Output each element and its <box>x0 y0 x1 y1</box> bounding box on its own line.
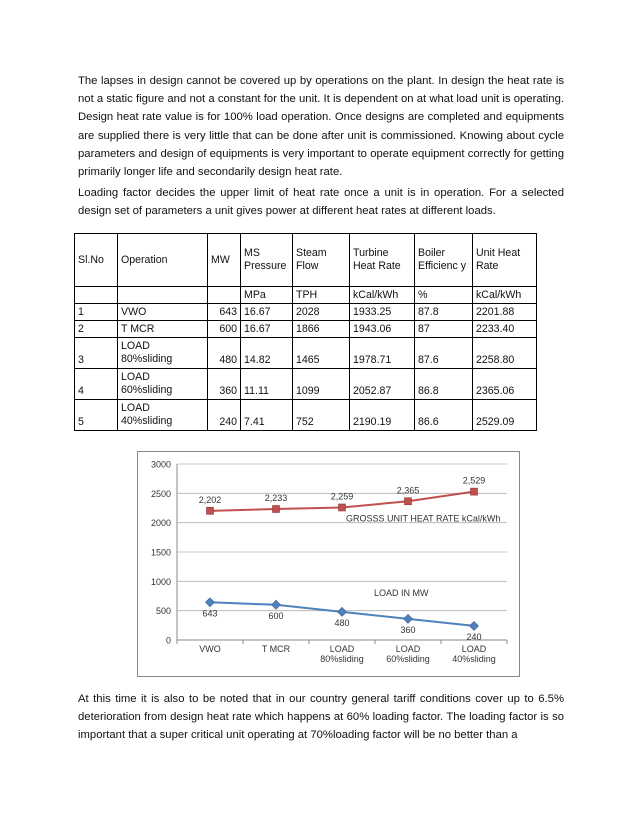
header-steam-flow: Steam Flow <box>293 234 350 287</box>
cell-slno: 1 <box>75 304 118 321</box>
cell-mw: 240 <box>208 400 241 431</box>
table-header-row <box>75 234 537 287</box>
cell-thr: 1943.06 <box>350 321 415 338</box>
x-category-label: 40%sliding <box>452 654 496 664</box>
load-data-label: 480 <box>334 617 350 628</box>
units-blank <box>118 287 208 304</box>
header-boiler-efficiency: Boiler Efficienc y <box>415 234 473 287</box>
table-row <box>75 400 537 431</box>
heat-rate-series-name: GROSSS UNIT HEAT RATE kCal/kWh <box>346 513 501 524</box>
cell-slno: 2 <box>75 321 118 338</box>
heat-rate-point <box>405 498 412 505</box>
cell-eff: 87.8 <box>415 304 473 321</box>
cell-mw: 643 <box>208 304 241 321</box>
header-turbine-heat-rate: Turbine Heat Rate <box>350 234 415 287</box>
table-row <box>75 338 537 369</box>
heat-rate-data-label: 2,233 <box>264 492 288 503</box>
unit-steam-flow: TPH <box>293 287 350 304</box>
heat-rate-point <box>471 488 478 495</box>
cell-flow: 2028 <box>293 304 350 321</box>
unit-turbine-heat-rate: kCal/kWh <box>350 287 415 304</box>
cell-slno: 4 <box>75 369 118 400</box>
load-data-label: 360 <box>400 624 416 635</box>
x-category-label: 60%sliding <box>386 654 430 664</box>
y-tick-label: 2000 <box>150 518 171 529</box>
load-data-label: 643 <box>202 608 218 619</box>
unit-boiler-efficiency: % <box>415 287 473 304</box>
unit-ms-pressure: MPa <box>241 287 293 304</box>
y-tick-label: 3000 <box>150 459 171 470</box>
heat-rate-data-label: 2,529 <box>462 475 486 486</box>
header-ms-pressure: MS Pressure <box>241 234 293 287</box>
cell-ms: 16.67 <box>241 304 293 321</box>
x-category-label: LOAD <box>395 644 421 654</box>
header-operation: Operation <box>118 234 208 287</box>
x-category-label: LOAD <box>461 644 487 654</box>
x-category-label: LOAD <box>329 644 355 654</box>
cell-uhr: 2258.80 <box>473 338 537 369</box>
y-tick-label: 0 <box>165 635 171 646</box>
cell-slno: 3 <box>75 338 118 369</box>
heat-rate-point <box>207 507 214 514</box>
heat-rate-load-chart <box>137 451 520 677</box>
cell-thr: 2190.19 <box>350 400 415 431</box>
tariff-paragraph: At this time it is also to be noted that in our country general tariff conditions cover up to 6.5% deterioration from design heat rate which happens at 60% loading factor. The loading factor is so important that a super critical unit operating at 70%loading factor will be no better than a <box>78 693 564 742</box>
cell-thr: 2052.87 <box>350 369 415 400</box>
heat-rate-point <box>273 505 280 512</box>
y-tick-label: 1000 <box>150 576 171 587</box>
intro-paragraph: The lapses in design cannot be covered up by operations on the plant. In design the heat rate is not a static figure and not a constant for the unit. It is dependent on at what load unit is operating. Design heat rate value is for 100% load operation. Once designs are completed and equipments are supplied there is very little that can be done after unit is commissioned. Knowing about cycle parameters and design of equipments is very important to operate equipment correctly for getting primarily longer life and secondarily design heat rate. <box>78 75 564 179</box>
cell-eff: 87.6 <box>415 338 473 369</box>
x-category-label: 80%sliding <box>320 654 364 664</box>
cell-uhr: 2365.06 <box>473 369 537 400</box>
x-category-label: T MCR <box>261 644 291 654</box>
unit-unit-heat-rate: kCal/kWh <box>473 287 537 304</box>
y-tick-label: 2500 <box>150 488 171 499</box>
header-slno: Sl.No <box>75 234 118 287</box>
cell-uhr: 2233.40 <box>473 321 537 338</box>
cell-flow: 1866 <box>293 321 350 338</box>
table-row <box>75 304 537 321</box>
heat-rate-data-label: 2,365 <box>396 485 420 496</box>
heat-rate-data-label: 2,202 <box>198 494 222 505</box>
units-blank <box>208 287 241 304</box>
loading-factor-paragraph: Loading factor decides the upper limit of heat rate once a unit is in operation. For a selected design set of parameters a unit gives power at different heat rates at different loads. <box>78 187 564 218</box>
cell-mw: 360 <box>208 369 241 400</box>
cell-operation: LOAD 40%sliding <box>118 400 208 431</box>
cell-eff: 86.6 <box>415 400 473 431</box>
cell-thr: 1933.25 <box>350 304 415 321</box>
table-units-row <box>75 287 537 304</box>
cell-thr: 1978.71 <box>350 338 415 369</box>
cell-mw: 600 <box>208 321 241 338</box>
cell-ms: 16.67 <box>241 321 293 338</box>
cell-uhr: 2529.09 <box>473 400 537 431</box>
heat-rate-point <box>339 504 346 511</box>
cell-mw: 480 <box>208 338 241 369</box>
cell-operation: LOAD 60%sliding <box>118 369 208 400</box>
cell-ms: 14.82 <box>241 338 293 369</box>
units-blank <box>75 287 118 304</box>
cell-ms: 11.11 <box>241 369 293 400</box>
table-row <box>75 369 537 400</box>
load-data-label: 600 <box>268 610 284 621</box>
y-tick-label: 1500 <box>150 547 171 558</box>
y-tick-label: 500 <box>155 606 171 617</box>
table-row <box>75 321 537 338</box>
cell-operation: LOAD 80%sliding <box>118 338 208 369</box>
cell-flow: 1099 <box>293 369 350 400</box>
load-series-name: LOAD IN MW <box>374 588 429 598</box>
cell-eff: 87 <box>415 321 473 338</box>
load-data-label: 240 <box>466 631 482 642</box>
cell-slno: 5 <box>75 400 118 431</box>
cell-operation: VWO <box>118 304 208 321</box>
cell-uhr: 2201.88 <box>473 304 537 321</box>
x-category-label: VWO <box>199 644 221 654</box>
header-unit-heat-rate: Unit Heat Rate <box>473 234 537 287</box>
cell-operation: T MCR <box>118 321 208 338</box>
heat-rate-table <box>74 233 537 431</box>
header-mw: MW <box>208 234 241 287</box>
cell-flow: 1465 <box>293 338 350 369</box>
cell-ms: 7.41 <box>241 400 293 431</box>
cell-eff: 86.8 <box>415 369 473 400</box>
heat-rate-data-label: 2,259 <box>330 491 354 502</box>
cell-flow: 752 <box>293 400 350 431</box>
